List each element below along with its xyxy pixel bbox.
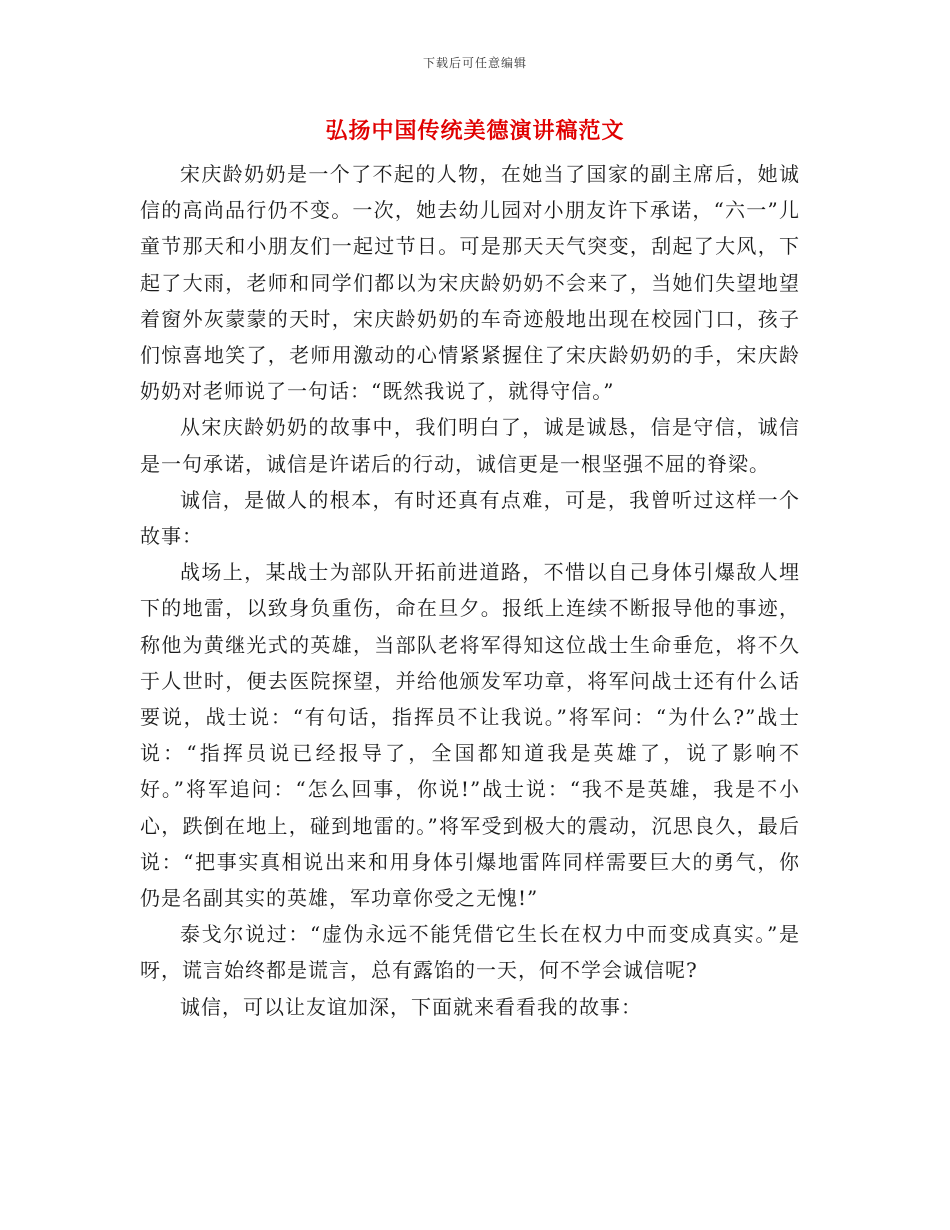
paragraph: 从宋庆龄奶奶的故事中，我们明白了，诚是诚恳，信是守信，诚信是一句承诺，诚信是许诺后的行动，诚信更是一根坚强不屈的脊梁。 <box>140 415 800 476</box>
paragraph: 战场上，某战士为部队开拓前进道路，不惜以自己身体引爆敌人埋下的地雷，以致身负重伤，命在旦夕。报纸上连续不断报导他的事迹，称他为黄继光式的英雄，当部队老将军得知这位战士生命垂危，将不久于人世时，便去医院探望，并给他颁发军功章，将军问战士还有什么话要说，战士说：“有句话，指挥员不让我说。”将军问：“为什么?”战士说：“指挥员说已经报导了，全国都知道我是英雄了，说了影响不好。”将军追问：“怎么回事，你说!”战士说：“我不是英雄，我是不小心，跌倒在地上，碰到地雷的。”将军受到极大的震动，沉思良久，最后说：“把事实真相说出来和用身体引爆地雷阵同样需要巨大的勇气，你仍是名副其实的英雄，军功章你受之无愧!” <box>140 560 800 911</box>
header-note: 下载后可任意编辑 <box>422 56 527 70</box>
paragraph: 诚信，可以让友谊加深，下面就来看看我的故事： <box>180 994 642 1019</box>
paragraph: 宋庆龄奶奶是一个了不起的人物，在她当了国家的副主席后，她诚信的高尚品行仍不变。一次，她去幼儿园对小朋友许下承诺，“六一”儿童节那天和小朋友们一起过节日。可是那天天气突变，刮起了大风，下起了大雨，老师和同学们都以为宋庆龄奶奶不会来了，当她们失望地望着窗外灰蒙蒙的天时，宋庆龄奶奶的车奇迹般地出现在校园门口，孩子们惊喜地笑了，老师用激动的心情紧紧握住了宋庆龄奶奶的手，宋庆龄奶奶对老师说了一句话：“既然我说了，就得守信。” <box>140 162 800 404</box>
document-title: 弘扬中国传统美德演讲稿范文 <box>325 118 625 144</box>
paragraph: 诚信，是做人的根本，有时还真有点难，可是，我曾听过这样一个故事： <box>140 487 800 549</box>
paragraph: 泰戈尔说过：“虚伪永远不能凭借它生长在权力中而变成真实。”是呀，谎言始终都是谎言，总有露馅的一天，何不学会诚信呢? <box>140 922 800 983</box>
document-body <box>140 156 800 1025</box>
